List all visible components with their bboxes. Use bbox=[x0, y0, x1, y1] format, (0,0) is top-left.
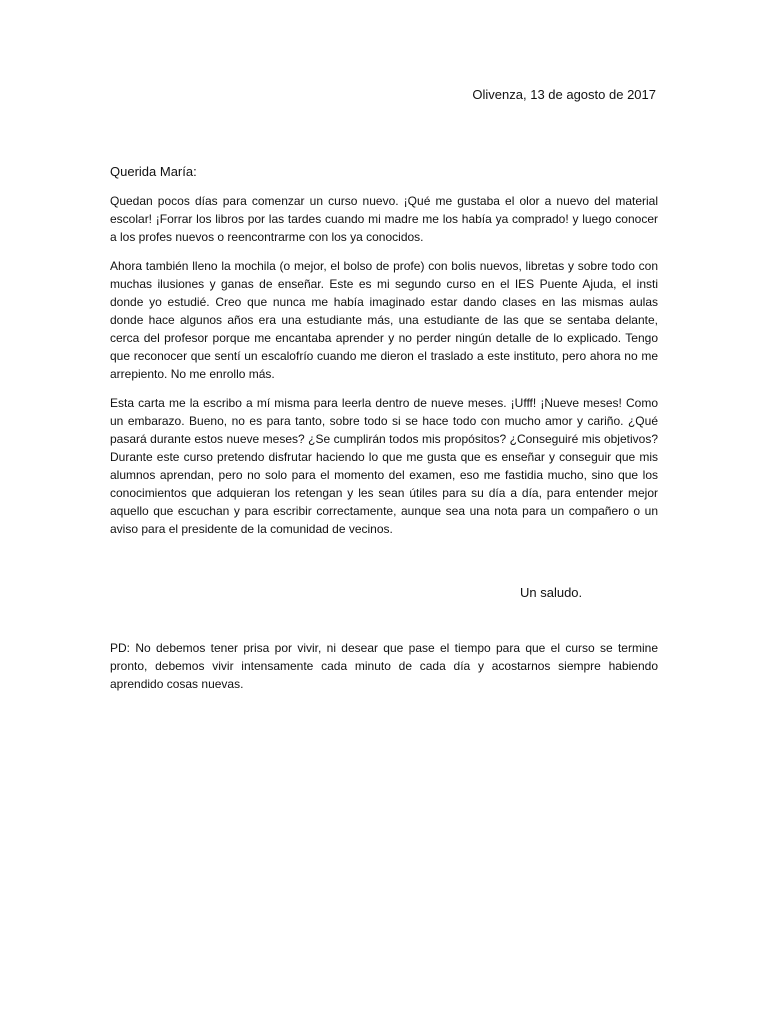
letter-postscript: PD: No debemos tener prisa por vivir, ni desear que pase el tiempo para que el curso se termine pronto, debemos vivir intensamente cada minuto de cada día y acostarnos siempre habiendo aprendido cosas nuevas. bbox=[110, 641, 658, 691]
letter-date: Olivenza, 13 de agosto de 2017 bbox=[472, 87, 656, 102]
body-paragraph: Quedan pocos días para comenzar un curso nuevo. ¡Qué me gustaba el olor a nuevo del material escolar! ¡Forrar los libros por las tardes cuando mi madre me los había ya comprado! y luego conocer a los profes nuevos o reencontrarme con los ya conocidos. bbox=[110, 194, 658, 244]
body-paragraph: Esta carta me la escribo a mí misma para leerla dentro de nueve meses. ¡Ufff! ¡Nueve meses! Como un embarazo. Bueno, no es para tanto, sobre todo si se hace todo con mucho amor y cariño. ¿Qué pasará durante estos nueve meses? ¿Se cumplirán todos mis propósitos? ¿Conseguiré mis objetivos? Durante este curso pretendo disfrutar haciendo lo que me gusta que es enseñar y conseguir que mis alumnos aprendan, pero no solo para el momento del examen, eso me fastidia mucho, sino que los conocimientos que adquieran los retengan y les sean útiles para su día a día, para entender mejor aquello que escuchan y para escribir correctamente, aunque sea una nota para un compañero o un aviso para el presidente de la comunidad de vecinos. bbox=[110, 396, 658, 536]
letter-closing: Un saludo. bbox=[520, 585, 583, 600]
letter-body bbox=[110, 192, 658, 549]
letter-salutation: Querida María: bbox=[110, 164, 197, 179]
body-paragraph: Ahora también lleno la mochila (o mejor, el bolso de profe) con bolis nuevos, libretas y sobre todo con muchas ilusiones y ganas de enseñar. Este es mi segundo curso en el IES Puente Ajuda, el insti donde yo estudié. Creo que nunca me había imaginado estar dando clases en las mismas aulas donde hace algunos años era una estudiante más, una estudiante de las que se sentaba delante, cerca del profesor porque me encantaba aprender y no perder ningún detalle de lo explicado. Tengo que reconocer que sentí un escalofrío cuando me dieron el traslado a este instituto, pero ahora no me arrepiento. No me enrollo más. bbox=[110, 259, 658, 381]
